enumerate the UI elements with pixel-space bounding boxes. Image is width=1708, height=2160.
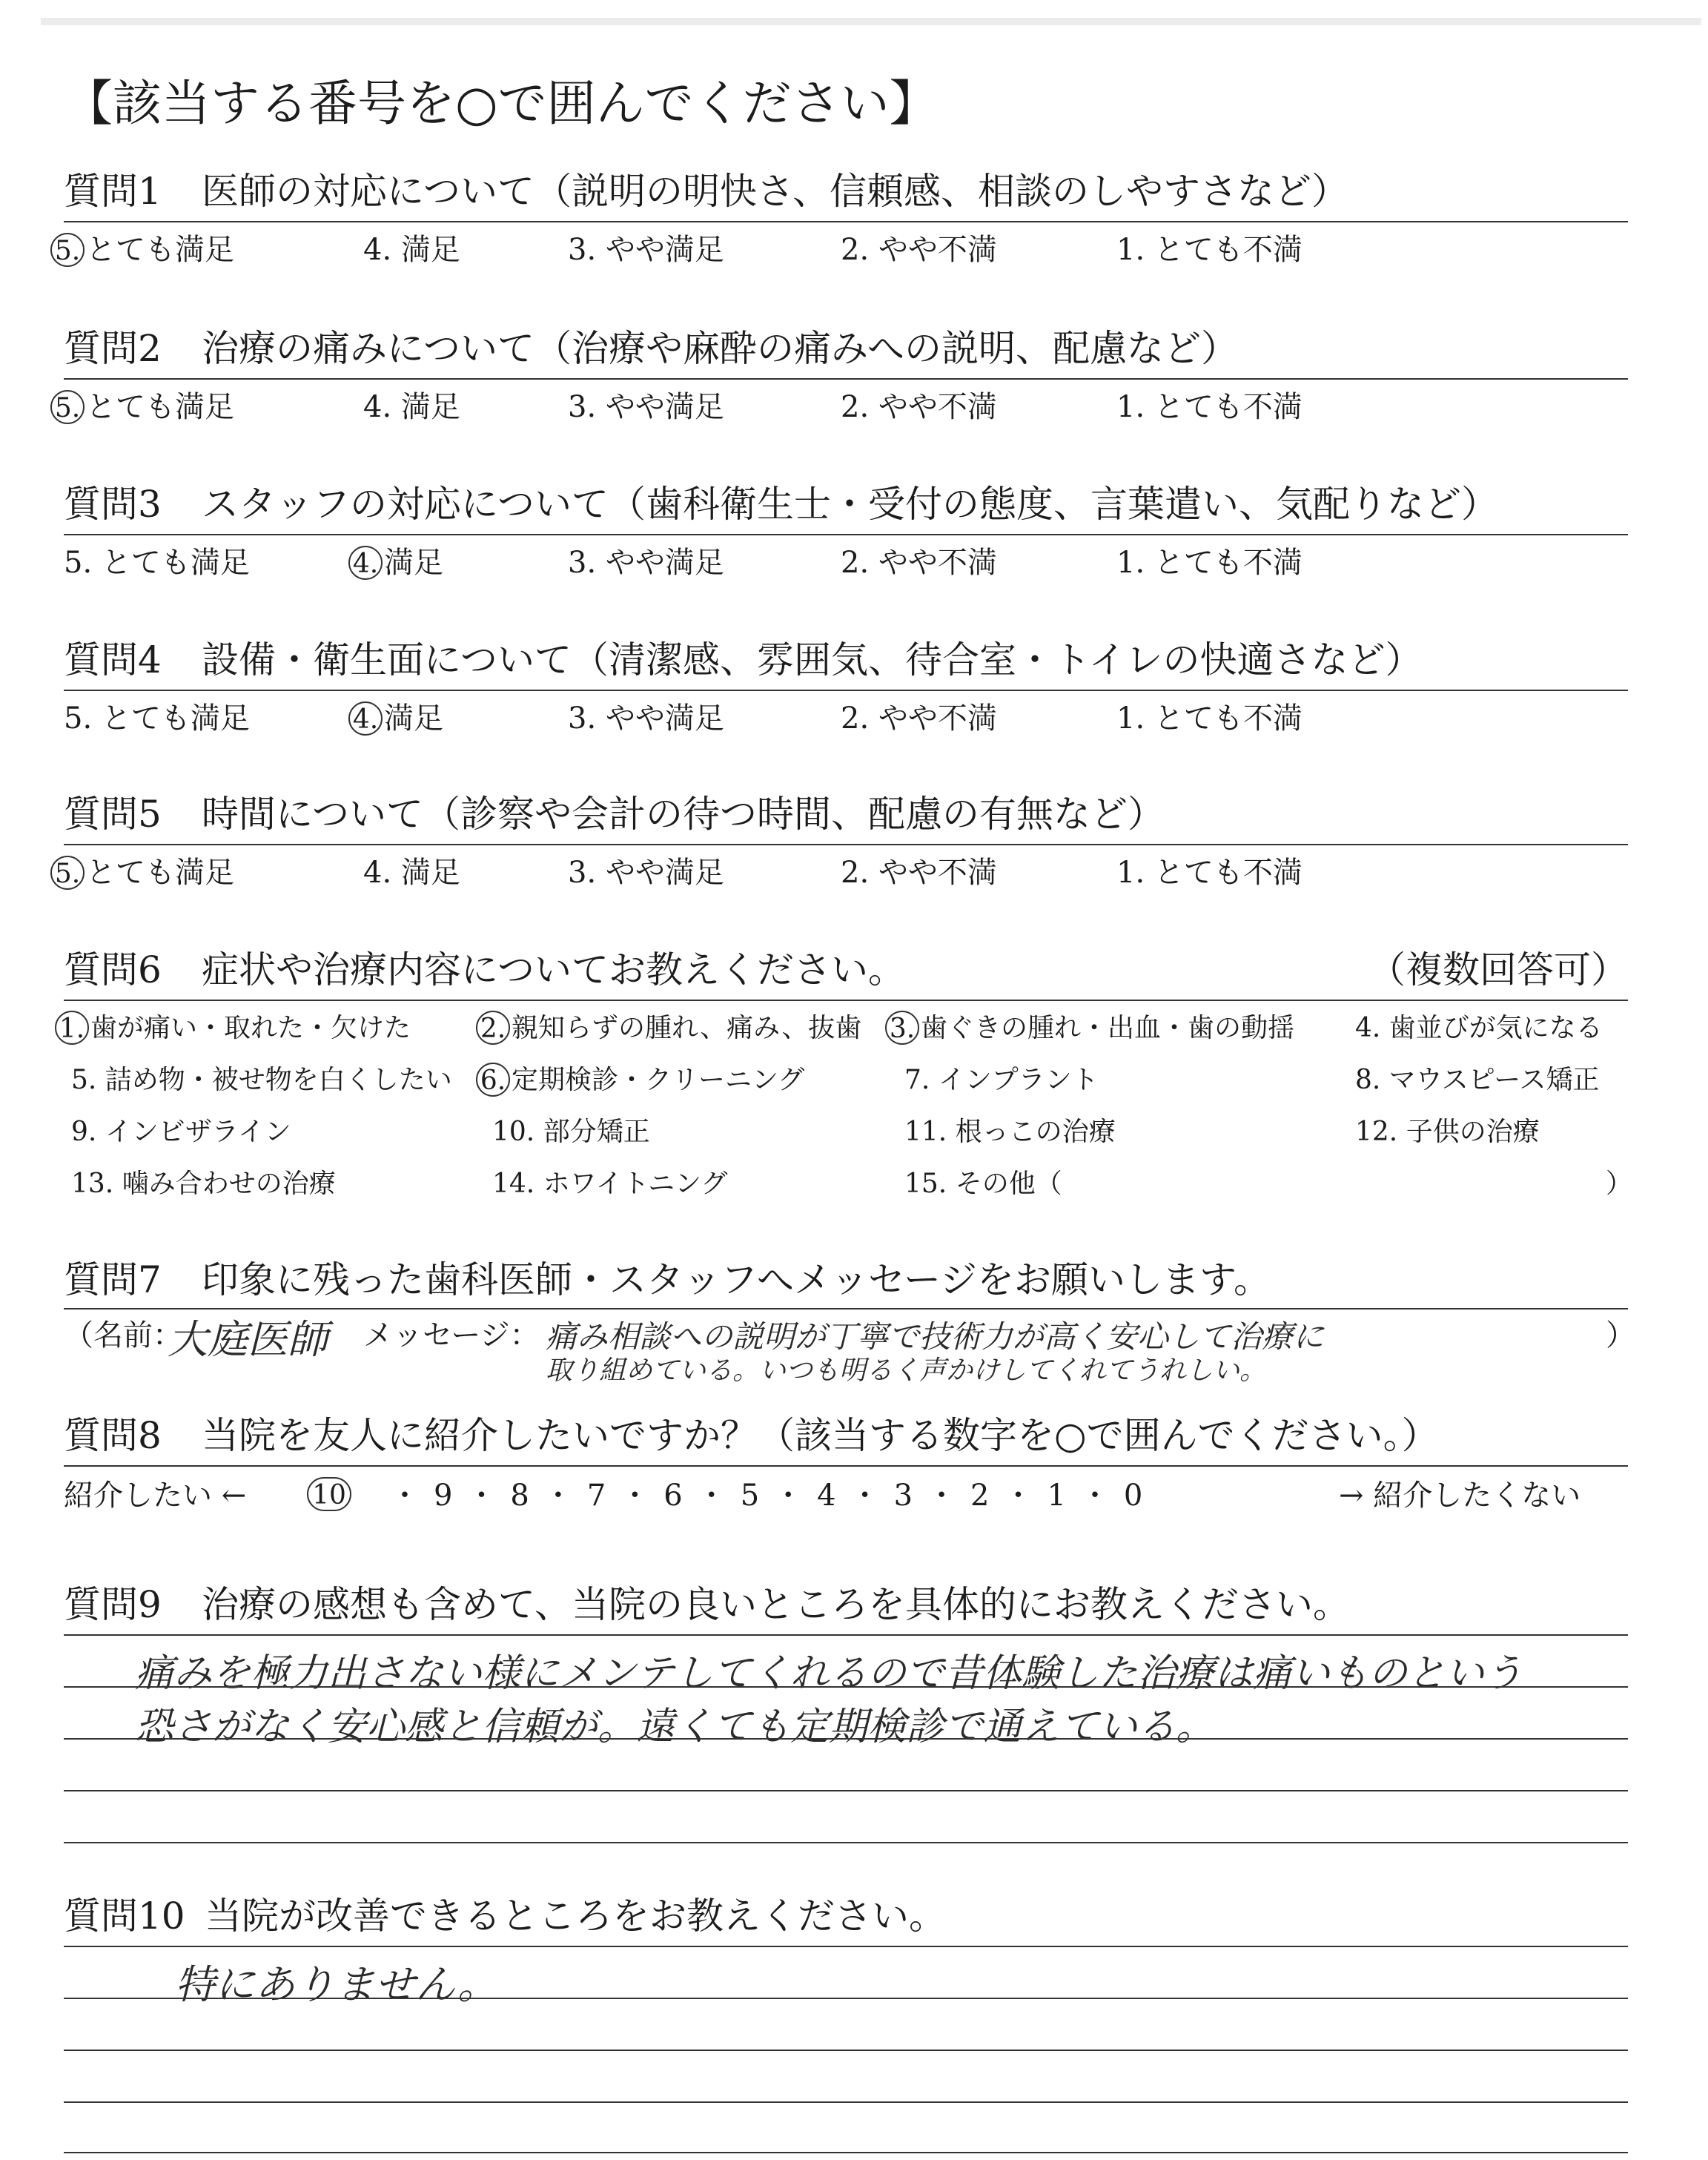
question-7-heading xyxy=(64,1258,1271,1302)
question-5 xyxy=(54,792,1628,890)
option-3[interactable]: 3. やや満足 xyxy=(568,233,724,267)
symptom-4[interactable]: 4. 歯並びが気になる xyxy=(1355,1013,1603,1043)
option-4[interactable] xyxy=(348,700,443,738)
question-number: 質問4 xyxy=(64,638,162,681)
question-text: 当院が改善できるところをお教えください。 xyxy=(205,1895,946,1938)
score-5[interactable]: 5 xyxy=(740,1479,760,1513)
divider xyxy=(64,690,1628,691)
question-6-heading xyxy=(64,948,905,992)
answer-line-2[interactable]: 恐さがなく安心感と信頼が。遠くても定期検診で通えている。 xyxy=(135,1705,1215,1749)
circle-mark: 5. xyxy=(50,856,85,890)
answer-rule xyxy=(64,1634,1628,1636)
recommend-left-label: 紹介したい ← xyxy=(64,1479,247,1513)
symptom-3[interactable] xyxy=(885,1010,1294,1047)
page-title: 【該当する番号を○で囲んでください】 xyxy=(64,75,939,132)
option-2[interactable]: 2. やや不満 xyxy=(841,546,997,580)
symptom-12[interactable]: 12. 子供の治療 xyxy=(1355,1117,1540,1147)
question-1-heading xyxy=(64,169,1348,214)
option-label: とても満足 xyxy=(86,233,234,267)
score-row xyxy=(390,1477,1148,1514)
answer-rule xyxy=(64,2152,1628,2153)
answer-rule xyxy=(64,1790,1628,1791)
dot-separator: ・ xyxy=(927,1479,957,1513)
question-9 xyxy=(64,1582,1628,1849)
top-border xyxy=(41,18,1701,25)
option-5[interactable] xyxy=(50,389,234,426)
question-number: 質問8 xyxy=(64,1414,162,1457)
symptom-11[interactable]: 11. 根っこの治療 xyxy=(904,1117,1116,1147)
option-5[interactable] xyxy=(50,854,234,892)
circle-mark: 4. xyxy=(348,546,383,580)
symptom-6[interactable] xyxy=(476,1062,804,1099)
option-3[interactable]: 3. やや満足 xyxy=(568,856,724,890)
score-10[interactable] xyxy=(307,1476,353,1513)
message-close: ） xyxy=(1606,1318,1635,1353)
option-1[interactable]: 1. とても不満 xyxy=(1116,856,1302,890)
option-label: とても満足 xyxy=(86,856,234,890)
staff-name-handwritten[interactable]: 大庭医師 xyxy=(168,1316,328,1363)
symptom-1[interactable] xyxy=(55,1010,411,1047)
option-label: 満足 xyxy=(384,546,443,580)
dot-separator: ・ xyxy=(620,1479,650,1513)
divider xyxy=(64,221,1628,222)
question-text: 治療の痛みについて（治療や麻酔の痛みへの説明、配慮など） xyxy=(202,327,1238,370)
divider xyxy=(64,844,1628,845)
circle-mark: 5. xyxy=(50,233,85,267)
option-4[interactable]: 4. 満足 xyxy=(363,233,460,267)
symptom-5[interactable]: 5. 詰め物・被せ物を白くしたい xyxy=(71,1065,452,1095)
symptom-9[interactable]: 9. インビザライン xyxy=(71,1117,291,1147)
score-9[interactable]: 9 xyxy=(433,1479,453,1513)
question-8-heading xyxy=(64,1413,1439,1458)
question-5-heading xyxy=(64,792,1165,836)
option-5[interactable]: 5. とても満足 xyxy=(64,701,250,736)
circle-mark: 1. xyxy=(55,1011,89,1045)
score-3[interactable]: 3 xyxy=(893,1479,913,1513)
message-line-1[interactable]: 痛み相談への説明が丁寧で技術力が高く安心して治療に xyxy=(546,1318,1325,1355)
question-8 xyxy=(64,1413,1628,1517)
question-number: 質問6 xyxy=(64,948,162,991)
option-2[interactable]: 2. やや不満 xyxy=(841,701,997,736)
symptom-label: 定期検診・クリーニング xyxy=(512,1065,805,1095)
score-0[interactable]: 0 xyxy=(1123,1479,1143,1513)
question-text: 治療の感想も含めて、当院の良いところを具体的にお教えください。 xyxy=(202,1583,1350,1626)
question-3-heading xyxy=(64,482,1498,526)
dot-separator: ・ xyxy=(773,1479,804,1513)
answer-rule xyxy=(64,2101,1628,2103)
dot-separator: ・ xyxy=(850,1479,880,1513)
symptom-2[interactable] xyxy=(476,1010,861,1047)
divider xyxy=(64,378,1628,380)
symptom-13[interactable]: 13. 噛み合わせの治療 xyxy=(71,1169,336,1199)
option-5[interactable]: 5. とても満足 xyxy=(64,546,250,580)
symptom-label: 親知らずの腫れ、痛み、抜歯 xyxy=(512,1013,862,1043)
option-4[interactable] xyxy=(348,544,443,582)
question-7 xyxy=(64,1258,1635,1386)
question-3 xyxy=(64,482,1628,580)
score-4[interactable]: 4 xyxy=(817,1479,836,1513)
symptom-label: 歯が痛い・取れた・欠けた xyxy=(90,1013,411,1043)
score-1[interactable]: 1 xyxy=(1047,1479,1066,1513)
option-2[interactable]: 2. やや不満 xyxy=(841,390,997,424)
option-3[interactable]: 3. やや満足 xyxy=(568,546,724,580)
symptom-8[interactable]: 8. マウスピース矯正 xyxy=(1355,1065,1600,1095)
question-10 xyxy=(64,1894,1628,2146)
question-number: 質問3 xyxy=(64,483,162,526)
dot-separator: ・ xyxy=(466,1479,497,1513)
question-number: 質問10 xyxy=(64,1895,185,1938)
question-text: 時間について（診察や会計の待つ時間、配慮の有無など） xyxy=(202,793,1165,836)
answer-rule xyxy=(64,1842,1628,1843)
answer-rule xyxy=(64,1738,1628,1740)
symptom-15[interactable]: 15. その他（ xyxy=(904,1169,1062,1199)
divider xyxy=(64,1000,1628,1001)
option-label: 満足 xyxy=(384,701,443,736)
option-5[interactable] xyxy=(50,231,234,269)
dot-separator: ・ xyxy=(543,1479,573,1513)
option-1[interactable]: 1. とても不満 xyxy=(1116,546,1302,580)
score-7[interactable]: 7 xyxy=(586,1479,606,1513)
question-number: 質問1 xyxy=(64,170,162,213)
question-6 xyxy=(59,948,1633,1215)
symptom-label: 歯ぐきの腫れ・出血・歯の動揺 xyxy=(921,1013,1295,1043)
score-2[interactable]: 2 xyxy=(970,1479,990,1513)
question-text: 医師の対応について（説明の明快さ、信頼感、相談のしやすさなど） xyxy=(202,170,1348,213)
question-text: 当院を友人に紹介したいですか？（該当する数字を○で囲んでください。） xyxy=(202,1414,1439,1457)
option-2[interactable]: 2. やや不満 xyxy=(841,856,997,890)
circle-mark: 6. xyxy=(476,1063,510,1097)
question-number: 質問5 xyxy=(64,793,162,836)
recommend-right-label: → 紹介したくない xyxy=(1339,1479,1581,1513)
score-6[interactable]: 6 xyxy=(663,1479,683,1513)
option-1[interactable]: 1. とても不満 xyxy=(1116,233,1302,267)
option-4[interactable]: 4. 満足 xyxy=(363,856,460,890)
option-label: とても満足 xyxy=(86,390,234,424)
question-text: スタッフの対応について（歯科衛生士・受付の態度、言葉遣い、気配りなど） xyxy=(202,483,1498,526)
question-1 xyxy=(54,169,1628,267)
divider xyxy=(64,534,1628,535)
answer-line-1[interactable]: 特にありません。 xyxy=(175,1961,498,2008)
symptom-7[interactable]: 7. インプラント xyxy=(904,1065,1099,1095)
option-1[interactable]: 1. とても不満 xyxy=(1116,390,1302,424)
symptom-15-close: ） xyxy=(1606,1169,1633,1199)
answer-rule xyxy=(64,1998,1628,1999)
dot-separator: ・ xyxy=(1003,1479,1033,1513)
symptom-14[interactable]: 14. ホワイトニング xyxy=(492,1169,728,1199)
question-2 xyxy=(54,326,1628,424)
circle-mark: 4. xyxy=(348,701,383,736)
divider xyxy=(64,1465,1628,1467)
circle-mark: 5. xyxy=(50,390,85,424)
question-number: 質問7 xyxy=(64,1258,162,1301)
message-label: メッセージ： xyxy=(363,1318,540,1353)
option-4[interactable]: 4. 満足 xyxy=(363,390,460,424)
question-text: 設備・衛生面について（清潔感、雰囲気、待合室・トイレの快適さなど） xyxy=(202,638,1423,681)
option-3[interactable]: 3. やや満足 xyxy=(568,701,724,736)
option-1[interactable]: 1. とても不満 xyxy=(1116,701,1302,736)
question-9-heading xyxy=(64,1582,1350,1627)
message-line-2[interactable]: 取り組めている。いつも明るく声かけしてくれてうれしい。 xyxy=(546,1355,1267,1386)
question-4-heading xyxy=(64,638,1423,682)
answer-line-1[interactable]: 痛みを極力出さない様にメンテしてくれるので昔体験した治療は痛いものという xyxy=(135,1651,1523,1696)
question-10-heading xyxy=(64,1894,946,1938)
circle-mark: 3. xyxy=(885,1011,919,1045)
circle-mark: 2. xyxy=(476,1011,510,1045)
symptom-10[interactable]: 10. 部分矯正 xyxy=(492,1117,650,1147)
answer-rule xyxy=(64,2050,1628,2051)
question-text: 印象に残った歯科医師・スタッフへメッセージをお願いします。 xyxy=(202,1258,1271,1301)
question-number: 質問9 xyxy=(64,1583,162,1626)
question-text: 症状や治療内容についてお教えください。 xyxy=(202,948,905,991)
answer-rule xyxy=(64,1946,1628,1947)
dot-separator: ・ xyxy=(390,1479,420,1513)
name-label: （名前： xyxy=(64,1318,182,1353)
dot-separator: ・ xyxy=(1079,1479,1110,1513)
multiple-answers-note: （複数回答可） xyxy=(1368,948,1628,991)
circle-mark: 10 xyxy=(307,1477,351,1511)
question-number: 質問2 xyxy=(64,327,162,370)
question-4 xyxy=(64,638,1628,736)
option-3[interactable]: 3. やや満足 xyxy=(568,390,724,424)
option-2[interactable]: 2. やや不満 xyxy=(841,233,997,267)
dot-separator: ・ xyxy=(696,1479,726,1513)
score-8[interactable]: 8 xyxy=(510,1479,529,1513)
question-2-heading xyxy=(64,326,1238,371)
answer-rule xyxy=(64,1686,1628,1688)
